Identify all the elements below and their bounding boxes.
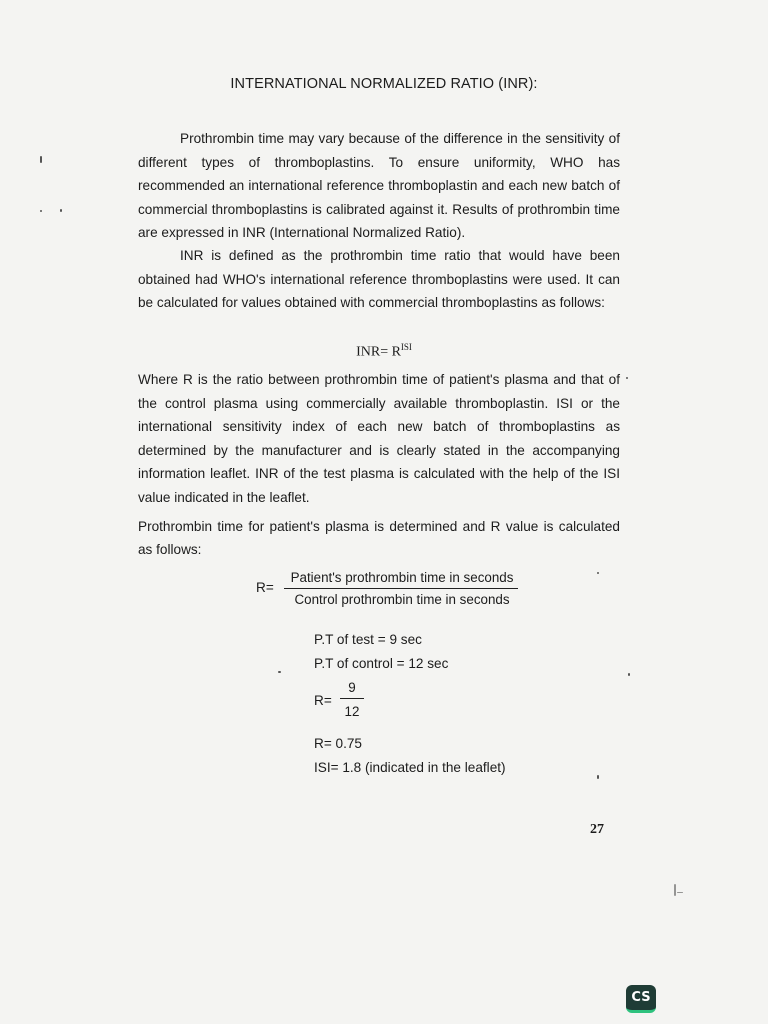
scan-speck	[597, 572, 599, 574]
fraction-bar	[284, 588, 518, 589]
paragraph-r-calculation-intro: Prothrombin time for patient's plasma is determined and R value is calculated as follows:	[138, 519, 620, 557]
scan-speck	[60, 209, 62, 212]
r-ratio-numerator: Patient's prothrombin time in seconds	[290, 570, 514, 585]
isi-value-line: ISI= 1.8 (indicated in the leaflet)	[314, 760, 506, 775]
r-example-label: R=	[314, 693, 332, 708]
scan-speck	[674, 884, 676, 896]
r-example-fraction	[314, 680, 374, 724]
page-title: INTERNATIONAL NORMALIZED RATIO (INR):	[230, 76, 538, 92]
pt-test-line: P.T of test = 9 sec	[314, 632, 422, 647]
scan-speck	[278, 671, 281, 673]
inr-formula-exponent: ISI	[400, 342, 412, 352]
r-example-numerator: 9	[348, 680, 356, 695]
r-value-line: R= 0.75	[314, 736, 362, 751]
r-ratio-label: R=	[256, 580, 274, 595]
scan-speck	[626, 377, 628, 379]
scan-speck	[40, 156, 42, 163]
r-ratio-denominator: Control prothrombin time in seconds	[294, 592, 510, 607]
scan-speck	[628, 673, 630, 676]
scan-speck	[597, 775, 599, 779]
pt-control-line: P.T of control = 12 sec	[314, 656, 449, 671]
r-example-denominator: 12	[344, 704, 360, 719]
paragraph-r-explanation: Where R is the ratio between prothrombin time of patient's plasma and that of the control plasma using commercially available thromboplastin. ISI or the international sensitivity index of each new batch of thromboplastins as determined by the manufacturer and is clearly stated in the accompanying information leaflet. INR of the test plasma is calculated with the help of the ISI value indicated in the leaflet.	[138, 372, 620, 505]
scan-speck	[677, 892, 683, 893]
fraction-bar	[340, 698, 364, 699]
paragraph-inr-definition: INR is defined as the prothrombin time ratio that would have been obtained had WHO's international reference thromboplastins were used. It can be calculated for values obtained with commercial thromboplastins as follows:	[138, 248, 620, 310]
page-number: 27	[590, 822, 604, 837]
inr-formula-base: INR= R	[356, 344, 401, 360]
inr-formula	[0, 342, 768, 361]
r-ratio-formula	[256, 568, 536, 616]
scan-speck	[40, 210, 42, 212]
camscanner-logo: CS	[626, 985, 656, 1013]
paragraph-prothrombin-variation: Prothrombin time may vary because of the difference in the sensitivity of different types of thromboplastins. To ensure uniformity, WHO has recommended an international reference thromboplastin and each new batch of commercial thromboplastins is calibrated against it. Results of prothrombin time are expressed in INR (International Normalized Ratio).	[138, 131, 620, 240]
